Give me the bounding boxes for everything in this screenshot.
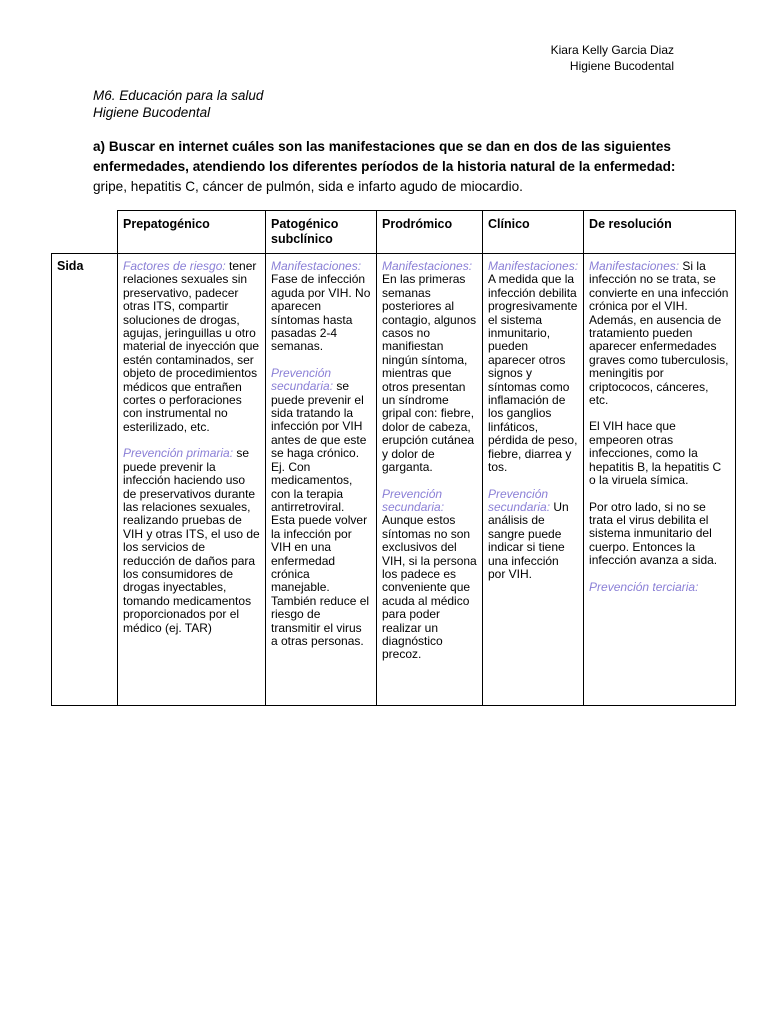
cell-text: En las primeras semanas posteriores al contagio, algunos casos no manifiestan ningún síntoma, mientras que otros presentan un síndrome gripal con: fiebre, dolor de cabeza, erupción cutánea y dolor de garganta.	[382, 272, 477, 475]
cell-prepatogenico	[118, 254, 266, 706]
cell-text: se puede prevenir la infección haciendo uso de preservativos durante las relaciones sexuales, realizando pruebas de VIH y otras ITS, el uso de los servicios de reducción de daños para los consumidores de drogas inyectables, tomando medicamentos proporcionados por el médico (ej. TAR)	[123, 446, 260, 635]
cell-text: se puede prevenir el sida tratando la infección por VIH antes de que este se haga crónico. Ej. Con medicamentos, con la terapia antirretroviral. Esta puede volver la infección por VIH en una enfermedad crónica manejable. También reduce el riesgo de transmitir el virus a otras personas.	[271, 379, 370, 648]
cell-label: Manifestaciones:	[589, 259, 680, 273]
cell-label: Manifestaciones:	[382, 259, 473, 273]
cell-text: El VIH hace que empeoren otras infecciones, como la hepatitis B, la hepatitis C o la viruela símica.	[589, 419, 722, 488]
column-header: Prodrómico	[377, 211, 483, 254]
cell-clinico	[483, 254, 584, 706]
cell-text: A medida que la infección debilita progresivamente el sistema inmunitario, pueden aparecer otros signos y síntomas como inflamación de los ganglios linfáticos, pérdida de peso, fiebre, diarrea y tos.	[488, 272, 578, 475]
cell-text: Por otro lado, si no se trata el virus debilita el sistema inmunitario del cuerpo. Entonces la infección avanza a sida.	[589, 499, 718, 568]
cell-label: Prevención secundaria:	[382, 486, 445, 514]
cell-text: Si la infección no se trata, se convierte en una infección crónica por el VIH. Además, en ausencia de tratamiento pueden aparecer enfermedades graves como tuberculosis, meningitis por criptococos, cánceres, etc.	[589, 259, 729, 408]
cell-text: Aunque estos síntomas no son exclusivos del VIH, si la persona los padece es conveniente que acuda al médico para poder realizar un diagnóstico precoz.	[382, 513, 477, 662]
disease-table	[51, 210, 736, 706]
header-subject: Higiene Bucodental	[569, 59, 674, 73]
course-module: M6. Educación para la salud	[93, 88, 264, 103]
cell-text: tener relaciones sexuales sin preservativo, padecer otras ITS, compartir soluciones de drogas, agujas, jeringuillas u otro material de inyección que estén contaminados, ser objeto de procedimientos médicos que entrañen cortes o perforaciones con instrumental no esterilizado, etc.	[123, 259, 260, 434]
course-name: Higiene Bucodental	[93, 105, 211, 120]
cell-label: Factores de riesgo:	[123, 259, 226, 273]
cell-label: Prevención secundaria:	[271, 365, 334, 394]
cell-resolucion	[584, 254, 736, 706]
column-header: Prepatogénico	[118, 211, 266, 254]
question-bold: a) Buscar en internet cuáles son las manifestaciones que se dan en dos de las siguientes enfermedades, atendiendo los diferentes períodos de la historia natural de la enfermedad:	[93, 139, 676, 174]
cell-text: Fase de infección aguda por VIH. No aparecen síntomas hasta pasadas 2-4 semanas.	[271, 272, 371, 354]
author-name: Kiara Kelly Garcia Diaz	[550, 43, 674, 57]
cell-text: Un análisis de sangre puede indicar si tiene una infección por VIH.	[488, 499, 569, 581]
cell-label: Prevención terciaria:	[589, 579, 699, 594]
cell-prodromico	[377, 254, 483, 706]
table-header-row	[52, 211, 736, 254]
table-row	[52, 254, 736, 706]
column-header: Clínico	[483, 211, 584, 254]
document-header	[551, 42, 674, 74]
cell-label: Prevención primaria:	[123, 446, 234, 461]
column-header: De resolución	[584, 211, 736, 254]
header-empty-cell	[52, 211, 118, 254]
cell-patogenico	[266, 254, 377, 706]
row-label: Sida	[52, 254, 118, 706]
column-header: Patogénico subclínico	[266, 211, 377, 254]
course-info	[93, 87, 263, 121]
cell-label: Prevención secundaria:	[488, 486, 551, 514]
cell-label: Manifestaciones:	[271, 259, 362, 273]
question-text	[93, 137, 683, 197]
cell-label: Manifestaciones:	[488, 259, 579, 273]
question-rest: gripe, hepatitis C, cáncer de pulmón, sida e infarto agudo de miocardio.	[93, 179, 523, 194]
